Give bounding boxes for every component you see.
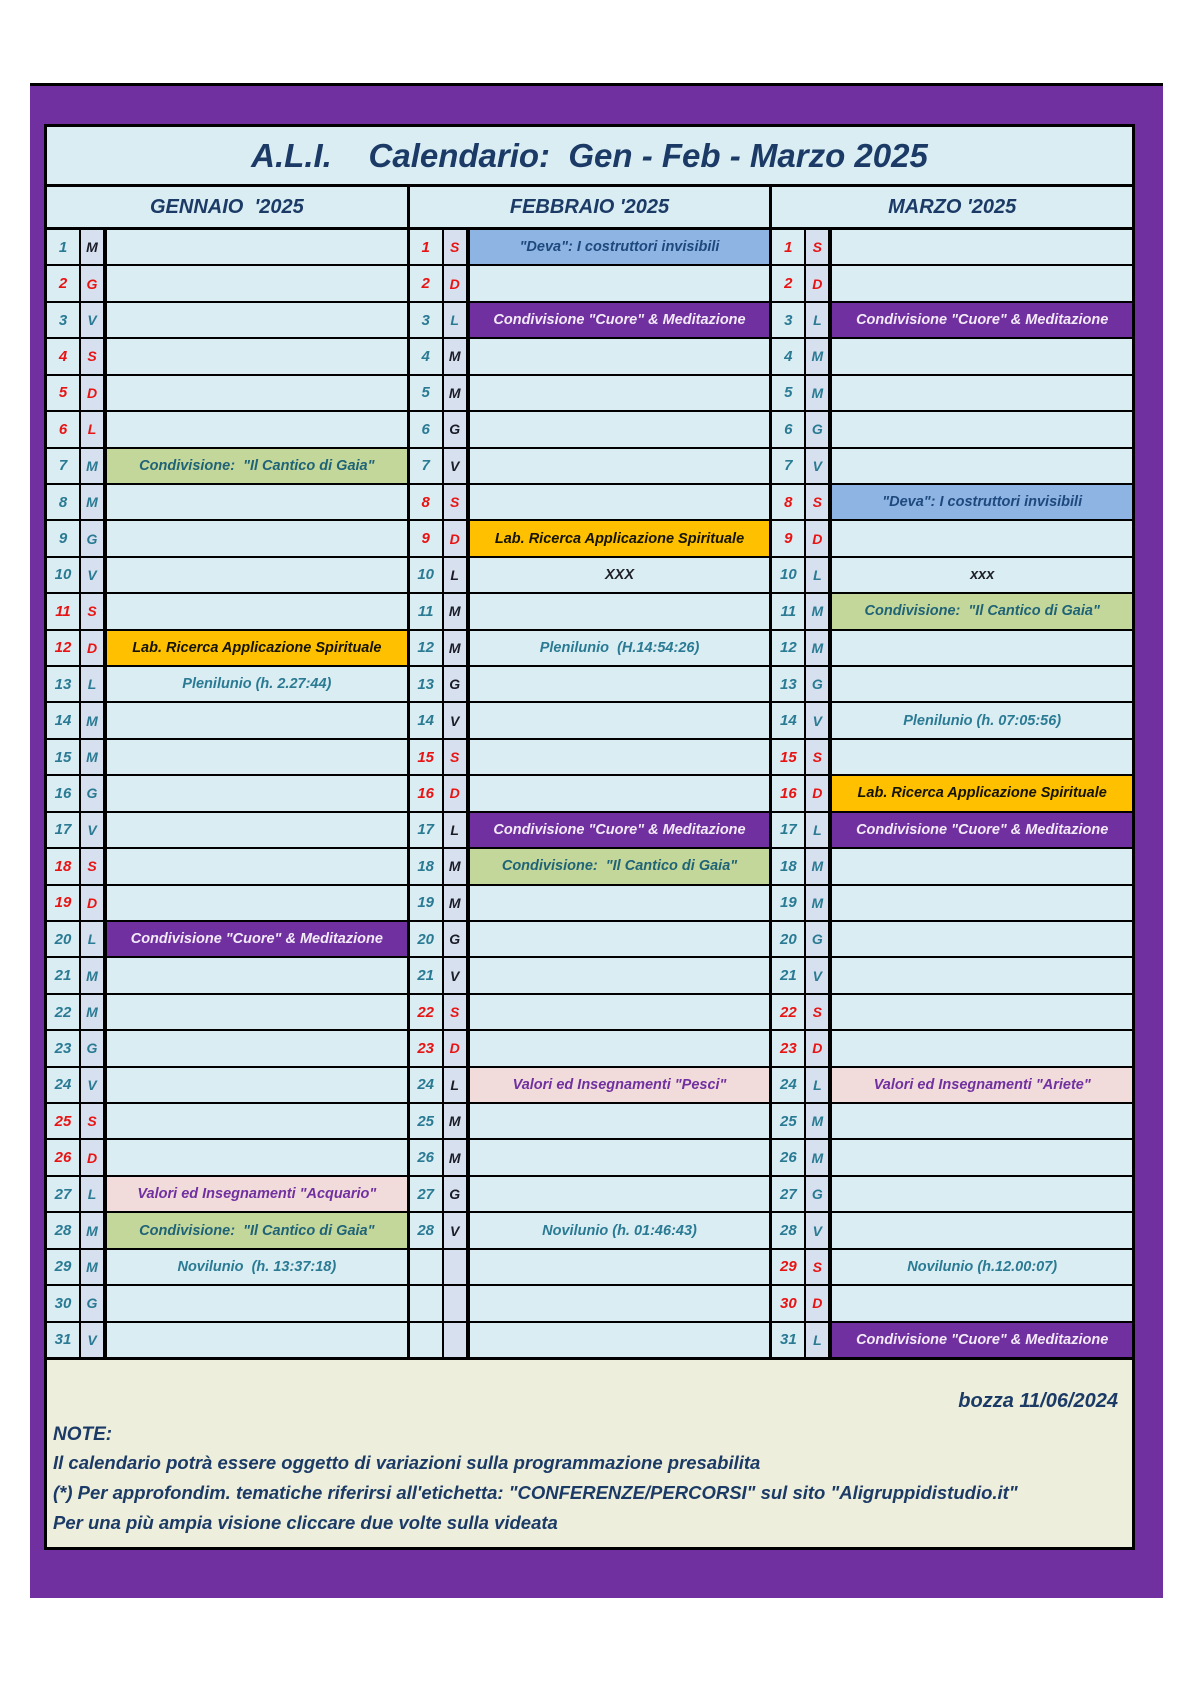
day-event-empty <box>105 1104 407 1138</box>
day-number: 26 <box>47 1140 79 1174</box>
day-number: 27 <box>47 1177 79 1211</box>
day-letter: G <box>81 776 103 810</box>
day-letter: D <box>806 1286 828 1320</box>
day-event-empty <box>468 339 770 373</box>
day-number: 4 <box>410 339 442 373</box>
day-number: 4 <box>772 339 804 373</box>
day-letter: M <box>806 631 828 665</box>
day-letter: S <box>444 740 466 774</box>
day-number: 8 <box>772 485 804 519</box>
day-number: 17 <box>47 813 79 847</box>
month-grid-2 <box>407 230 770 1357</box>
day-letter: V <box>81 813 103 847</box>
day-letter: G <box>81 1286 103 1320</box>
day-number: 28 <box>47 1213 79 1247</box>
day-event-empty <box>468 886 770 920</box>
day-event-empty <box>468 1140 770 1174</box>
day-letter: D <box>444 521 466 555</box>
day-event: Condivisione: "Il Cantico di Gaia" <box>105 1213 407 1247</box>
day-event-empty <box>830 230 1132 264</box>
day-number: 19 <box>772 886 804 920</box>
day-event-empty <box>468 995 770 1029</box>
day-letter: G <box>444 667 466 701</box>
day-event: Condivisione "Cuore" & Meditazione <box>830 1323 1132 1357</box>
day-event-empty <box>468 376 770 410</box>
day-letter: G <box>806 412 828 446</box>
day-letter: M <box>81 995 103 1029</box>
day-event-empty <box>830 631 1132 665</box>
note-line: (*) Per approfondim. tematiche riferirsi all'etichetta: "CONFERENZE/PERCORSI" sul sito "Aligruppidistudio.it" <box>53 1482 1018 1503</box>
day-letter: D <box>444 1031 466 1065</box>
day-letter: S <box>81 339 103 373</box>
day-letter: V <box>806 1213 828 1247</box>
day-letter: M <box>81 1213 103 1247</box>
day-letter: L <box>81 412 103 446</box>
day-letter: V <box>806 958 828 992</box>
month-header-1: GENNAIO '2025 <box>149 195 304 218</box>
day-number: 3 <box>772 303 804 337</box>
day-letter: D <box>806 776 828 810</box>
day-number <box>410 1286 442 1320</box>
day-number: 2 <box>772 266 804 300</box>
day-event-empty <box>468 667 770 701</box>
day-event: Condivisione "Cuore" & Meditazione <box>468 303 770 337</box>
day-event-empty <box>468 266 770 300</box>
day-letter <box>444 1286 466 1320</box>
day-letter: D <box>444 266 466 300</box>
day-event-empty <box>830 1140 1132 1174</box>
day-number: 30 <box>47 1286 79 1320</box>
day-letter: M <box>806 1140 828 1174</box>
day-event-empty <box>105 266 407 300</box>
day-number: 18 <box>772 849 804 883</box>
day-number: 7 <box>772 449 804 483</box>
day-letter: L <box>444 813 466 847</box>
day-event: Valori ed Insegnamenti "Acquario" <box>105 1177 407 1211</box>
day-event-empty <box>830 1031 1132 1065</box>
day-number: 22 <box>410 995 442 1029</box>
day-event-empty <box>830 339 1132 373</box>
day-event-empty <box>105 1068 407 1102</box>
day-event-empty <box>468 958 770 992</box>
day-event-empty <box>105 740 407 774</box>
day-event-empty <box>830 376 1132 410</box>
day-letter: V <box>81 558 103 592</box>
day-number: 3 <box>410 303 442 337</box>
day-letter: S <box>81 594 103 628</box>
day-event: Valori ed Insegnamenti "Pesci" <box>468 1068 770 1102</box>
day-number: 5 <box>772 376 804 410</box>
day-number: 21 <box>47 958 79 992</box>
day-number: 21 <box>410 958 442 992</box>
notes-section <box>47 1357 1132 1547</box>
day-number: 14 <box>47 703 79 737</box>
day-event-empty <box>468 412 770 446</box>
day-number: 19 <box>47 886 79 920</box>
day-event-empty <box>468 1323 770 1357</box>
day-letter: D <box>81 1140 103 1174</box>
calendar-table <box>44 124 1135 1550</box>
note-line: Per una più ampia visione cliccare due volte sulla videata <box>53 1512 558 1533</box>
day-event-empty <box>105 303 407 337</box>
day-letter: M <box>444 1104 466 1138</box>
day-event-empty <box>830 1177 1132 1211</box>
day-letter: D <box>444 776 466 810</box>
day-number: 5 <box>410 376 442 410</box>
day-event: Condivisione "Cuore" & Meditazione <box>105 922 407 956</box>
day-event-empty <box>830 667 1132 701</box>
day-number: 15 <box>772 740 804 774</box>
day-letter: L <box>81 1177 103 1211</box>
day-event-empty <box>105 594 407 628</box>
day-letter: M <box>444 1140 466 1174</box>
day-number: 18 <box>410 849 442 883</box>
day-number: 18 <box>47 849 79 883</box>
day-event: xxx <box>830 558 1132 592</box>
day-number: 23 <box>772 1031 804 1065</box>
day-number: 28 <box>410 1213 442 1247</box>
day-number: 30 <box>772 1286 804 1320</box>
day-letter: V <box>444 958 466 992</box>
day-event-empty <box>468 1104 770 1138</box>
day-event-empty <box>830 849 1132 883</box>
day-number: 31 <box>772 1323 804 1357</box>
day-letter: L <box>444 303 466 337</box>
day-letter: M <box>444 339 466 373</box>
day-number: 12 <box>47 631 79 665</box>
day-event-empty <box>830 449 1132 483</box>
day-letter: M <box>806 594 828 628</box>
month-header-row <box>47 187 1132 230</box>
day-letter: G <box>81 1031 103 1065</box>
day-event: Condivisione: "Il Cantico di Gaia" <box>830 594 1132 628</box>
day-number: 16 <box>772 776 804 810</box>
day-letter: M <box>81 485 103 519</box>
day-number: 6 <box>47 412 79 446</box>
day-letter: M <box>81 703 103 737</box>
day-number: 3 <box>47 303 79 337</box>
day-number: 9 <box>772 521 804 555</box>
day-event-empty <box>105 703 407 737</box>
day-letter: V <box>81 303 103 337</box>
day-letter: L <box>81 922 103 956</box>
day-number: 13 <box>47 667 79 701</box>
day-event-empty <box>830 1213 1132 1247</box>
day-number: 13 <box>410 667 442 701</box>
day-event-empty <box>468 922 770 956</box>
day-letter: M <box>806 376 828 410</box>
day-letter: V <box>444 449 466 483</box>
day-number: 27 <box>772 1177 804 1211</box>
month-header-2: FEBBRAIO '2025 <box>407 187 770 227</box>
day-letter: M <box>81 1250 103 1284</box>
day-number <box>410 1250 442 1284</box>
day-event-empty <box>105 376 407 410</box>
day-number: 26 <box>772 1140 804 1174</box>
day-letter: V <box>806 449 828 483</box>
day-number: 14 <box>410 703 442 737</box>
day-number: 1 <box>47 230 79 264</box>
day-number: 15 <box>47 740 79 774</box>
day-event-empty <box>105 558 407 592</box>
day-letter: V <box>806 703 828 737</box>
day-letter: G <box>806 922 828 956</box>
day-letter: M <box>444 886 466 920</box>
day-event: Valori ed Insegnamenti "Ariete" <box>830 1068 1132 1102</box>
day-letter: L <box>444 558 466 592</box>
day-number: 10 <box>410 558 442 592</box>
day-number: 20 <box>410 922 442 956</box>
day-event-empty <box>468 485 770 519</box>
day-letter: M <box>444 376 466 410</box>
day-event-empty <box>468 776 770 810</box>
day-number: 24 <box>772 1068 804 1102</box>
day-letter: M <box>806 849 828 883</box>
day-number: 14 <box>772 703 804 737</box>
day-number: 25 <box>47 1104 79 1138</box>
day-number: 1 <box>410 230 442 264</box>
day-letter: D <box>81 631 103 665</box>
day-letter: G <box>444 412 466 446</box>
day-event: Plenilunio (h. 2.27:44) <box>105 667 407 701</box>
day-event-empty <box>830 922 1132 956</box>
notes-heading: NOTE: <box>53 1424 113 1445</box>
day-letter: V <box>81 1323 103 1357</box>
day-number: 12 <box>772 631 804 665</box>
day-number: 28 <box>772 1213 804 1247</box>
day-letter: M <box>444 594 466 628</box>
day-event: Lab. Ricerca Applicazione Spirituale <box>105 631 407 665</box>
day-event: Lab. Ricerca Applicazione Spirituale <box>468 521 770 555</box>
day-event-empty <box>468 449 770 483</box>
day-number: 17 <box>410 813 442 847</box>
day-number: 11 <box>772 594 804 628</box>
day-number: 25 <box>772 1104 804 1138</box>
day-event-empty <box>468 1250 770 1284</box>
day-letter: S <box>806 230 828 264</box>
day-letter: D <box>806 521 828 555</box>
month-grid-3 <box>769 230 1132 1357</box>
day-number: 29 <box>772 1250 804 1284</box>
day-number: 25 <box>410 1104 442 1138</box>
day-number: 21 <box>772 958 804 992</box>
day-event-empty <box>105 813 407 847</box>
day-letter: S <box>444 995 466 1029</box>
day-letter: L <box>806 1068 828 1102</box>
day-letter: S <box>806 1250 828 1284</box>
day-event-empty <box>830 1104 1132 1138</box>
purple-frame <box>30 83 1163 1598</box>
day-event-empty <box>830 266 1132 300</box>
day-number: 29 <box>47 1250 79 1284</box>
day-letter: S <box>806 740 828 774</box>
day-number: 24 <box>47 1068 79 1102</box>
draft-date: bozza 11/06/2024 <box>958 1390 1118 1412</box>
day-event-empty <box>830 886 1132 920</box>
day-event-empty <box>105 849 407 883</box>
day-number: 16 <box>47 776 79 810</box>
day-number: 1 <box>772 230 804 264</box>
day-letter: G <box>81 521 103 555</box>
day-event-empty <box>105 958 407 992</box>
day-event-empty <box>105 412 407 446</box>
day-number: 16 <box>410 776 442 810</box>
day-letter: M <box>81 740 103 774</box>
day-number: 8 <box>47 485 79 519</box>
day-number: 11 <box>47 594 79 628</box>
day-letter: G <box>444 1177 466 1211</box>
day-letter: M <box>444 849 466 883</box>
day-letter: S <box>444 485 466 519</box>
day-number: 6 <box>410 412 442 446</box>
day-letter: D <box>806 1031 828 1065</box>
day-letter <box>444 1250 466 1284</box>
day-event: XXX <box>468 558 770 592</box>
day-letter: D <box>81 376 103 410</box>
day-event-empty <box>468 594 770 628</box>
note-line: Il calendario potrà essere oggetto di variazioni sulla programmazione presabilita <box>53 1452 761 1473</box>
day-letter: M <box>444 631 466 665</box>
day-event-empty <box>468 703 770 737</box>
day-letter: G <box>806 1177 828 1211</box>
month-grid-1 <box>47 230 407 1357</box>
day-event: Novilunio (h.12.00:07) <box>830 1250 1132 1284</box>
day-event-empty <box>830 1286 1132 1320</box>
day-number: 2 <box>410 266 442 300</box>
day-event-empty <box>105 485 407 519</box>
day-number: 20 <box>772 922 804 956</box>
day-letter: G <box>81 266 103 300</box>
day-event: Lab. Ricerca Applicazione Spirituale <box>830 776 1132 810</box>
day-number: 22 <box>47 995 79 1029</box>
day-event-empty <box>468 1031 770 1065</box>
day-event-empty <box>105 1323 407 1357</box>
day-letter: L <box>806 813 828 847</box>
day-event-empty <box>105 230 407 264</box>
day-event: Condivisione "Cuore" & Meditazione <box>830 813 1132 847</box>
day-event-empty <box>830 521 1132 555</box>
day-number: 12 <box>410 631 442 665</box>
day-event-empty <box>105 521 407 555</box>
day-number: 23 <box>410 1031 442 1065</box>
calendar-title: A.L.I. Calendario: Gen - Feb - Marzo 2025 <box>47 127 1132 187</box>
day-letter: D <box>806 266 828 300</box>
day-number <box>410 1323 442 1357</box>
day-event-empty <box>105 776 407 810</box>
day-letter: L <box>806 303 828 337</box>
day-event-empty <box>105 995 407 1029</box>
day-letter: L <box>444 1068 466 1102</box>
day-number: 8 <box>410 485 442 519</box>
day-number: 15 <box>410 740 442 774</box>
day-number: 9 <box>410 521 442 555</box>
day-letter: L <box>81 667 103 701</box>
day-number: 20 <box>47 922 79 956</box>
day-letter: M <box>806 886 828 920</box>
day-event-empty <box>105 886 407 920</box>
day-letter: S <box>81 1104 103 1138</box>
day-number: 24 <box>410 1068 442 1102</box>
day-letter: V <box>444 703 466 737</box>
day-event: Condivisione: "Il Cantico di Gaia" <box>105 449 407 483</box>
day-number: 19 <box>410 886 442 920</box>
day-event-empty <box>830 740 1132 774</box>
day-number: 6 <box>772 412 804 446</box>
day-letter: M <box>81 230 103 264</box>
day-number: 23 <box>47 1031 79 1065</box>
day-letter: G <box>444 922 466 956</box>
day-letter <box>444 1323 466 1357</box>
day-letter: M <box>806 1104 828 1138</box>
day-letter: L <box>806 558 828 592</box>
day-event-empty <box>830 995 1132 1029</box>
day-event-empty <box>468 1286 770 1320</box>
day-letter: M <box>81 449 103 483</box>
day-letter: S <box>806 485 828 519</box>
day-event: Condivisione "Cuore" & Meditazione <box>468 813 770 847</box>
day-letter: M <box>81 958 103 992</box>
day-number: 7 <box>47 449 79 483</box>
day-letter: V <box>444 1213 466 1247</box>
day-event: Condivisione "Cuore" & Meditazione <box>830 303 1132 337</box>
month-columns <box>47 230 1132 1357</box>
day-letter: S <box>81 849 103 883</box>
day-event: Novilunio (h. 01:46:43) <box>468 1213 770 1247</box>
day-event-empty <box>468 740 770 774</box>
day-number: 11 <box>410 594 442 628</box>
day-event: "Deva": I costruttori invisibili <box>830 485 1132 519</box>
day-number: 26 <box>410 1140 442 1174</box>
day-event-empty <box>468 1177 770 1211</box>
day-letter: S <box>444 230 466 264</box>
month-header-3: MARZO '2025 <box>769 187 1132 227</box>
day-letter: M <box>806 339 828 373</box>
day-event-empty <box>105 1031 407 1065</box>
day-event-empty <box>105 1286 407 1320</box>
day-number: 22 <box>772 995 804 1029</box>
day-event-empty <box>105 339 407 373</box>
day-event: Condivisione: "Il Cantico di Gaia" <box>468 849 770 883</box>
day-event-empty <box>830 958 1132 992</box>
day-event: Novilunio (h. 13:37:18) <box>105 1250 407 1284</box>
day-letter: D <box>81 886 103 920</box>
day-number: 7 <box>410 449 442 483</box>
day-letter: V <box>81 1068 103 1102</box>
day-event: Plenilunio (H.14:54:26) <box>468 631 770 665</box>
day-letter: S <box>806 995 828 1029</box>
day-number: 10 <box>772 558 804 592</box>
day-number: 27 <box>410 1177 442 1211</box>
day-number: 17 <box>772 813 804 847</box>
day-number: 4 <box>47 339 79 373</box>
day-letter: G <box>806 667 828 701</box>
day-letter: L <box>806 1323 828 1357</box>
day-number: 9 <box>47 521 79 555</box>
day-number: 2 <box>47 266 79 300</box>
day-number: 10 <box>47 558 79 592</box>
day-number: 13 <box>772 667 804 701</box>
day-event: "Deva": I costruttori invisibili <box>468 230 770 264</box>
day-event-empty <box>105 1140 407 1174</box>
day-number: 5 <box>47 376 79 410</box>
day-number: 31 <box>47 1323 79 1357</box>
day-event-empty <box>830 412 1132 446</box>
day-event: Plenilunio (h. 07:05:56) <box>830 703 1132 737</box>
